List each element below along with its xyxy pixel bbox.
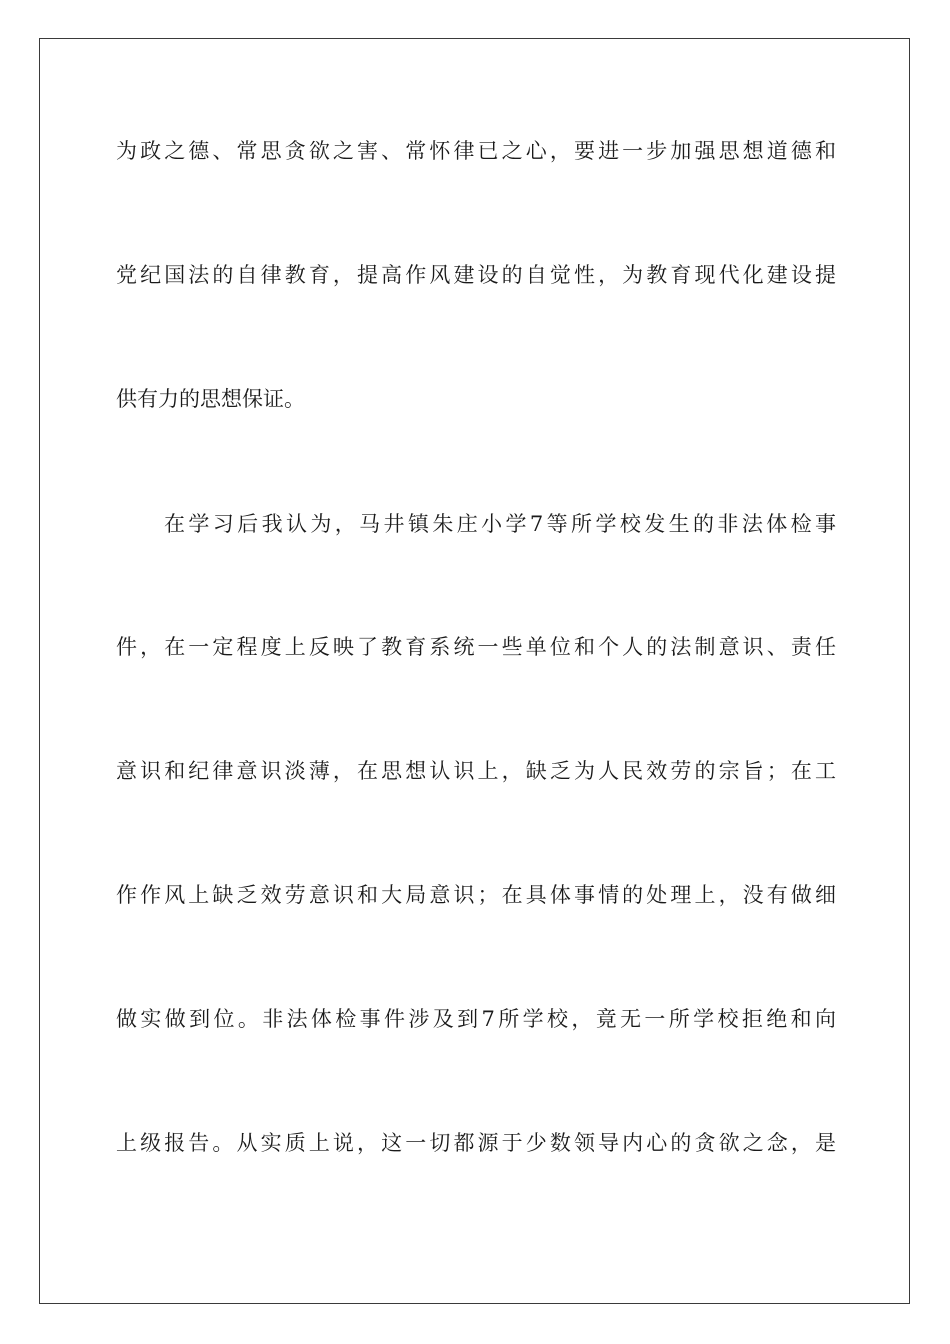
paragraph-2-line-4: 作作风上缺乏效劳意识和大局意识；在具体事情的处理上，没有做细 xyxy=(116,883,836,907)
paragraph-1-line-3: 供有力的思想保证。 xyxy=(116,387,305,411)
paragraph-1-line-2: 党纪国法的自律教育，提高作风建设的自觉性，为教育现代化建设提 xyxy=(116,263,836,287)
paragraph-2-line-2: 件，在一定程度上反映了教育系统一些单位和个人的法制意识、责任 xyxy=(116,635,836,659)
paragraph-2-line-5: 做实做到位。非法体检事件涉及到7所学校，竟无一所学校拒绝和向 xyxy=(116,1007,836,1031)
paragraph-2-line-6: 上级报告。从实质上说，这一切都源于少数领导内心的贪欲之念，是 xyxy=(116,1131,836,1155)
page-border xyxy=(39,38,910,1304)
paragraph-1-line-1: 为政之德、常思贪欲之害、常怀律已之心，要进一步加强思想道德和 xyxy=(116,139,836,163)
paragraph-2-line-3: 意识和纪律意识淡薄，在思想认识上，缺乏为人民效劳的宗旨；在工 xyxy=(116,759,836,783)
paragraph-2-line-1: 在学习后我认为，马井镇朱庄小学7等所学校发生的非法体检事 xyxy=(164,512,836,536)
